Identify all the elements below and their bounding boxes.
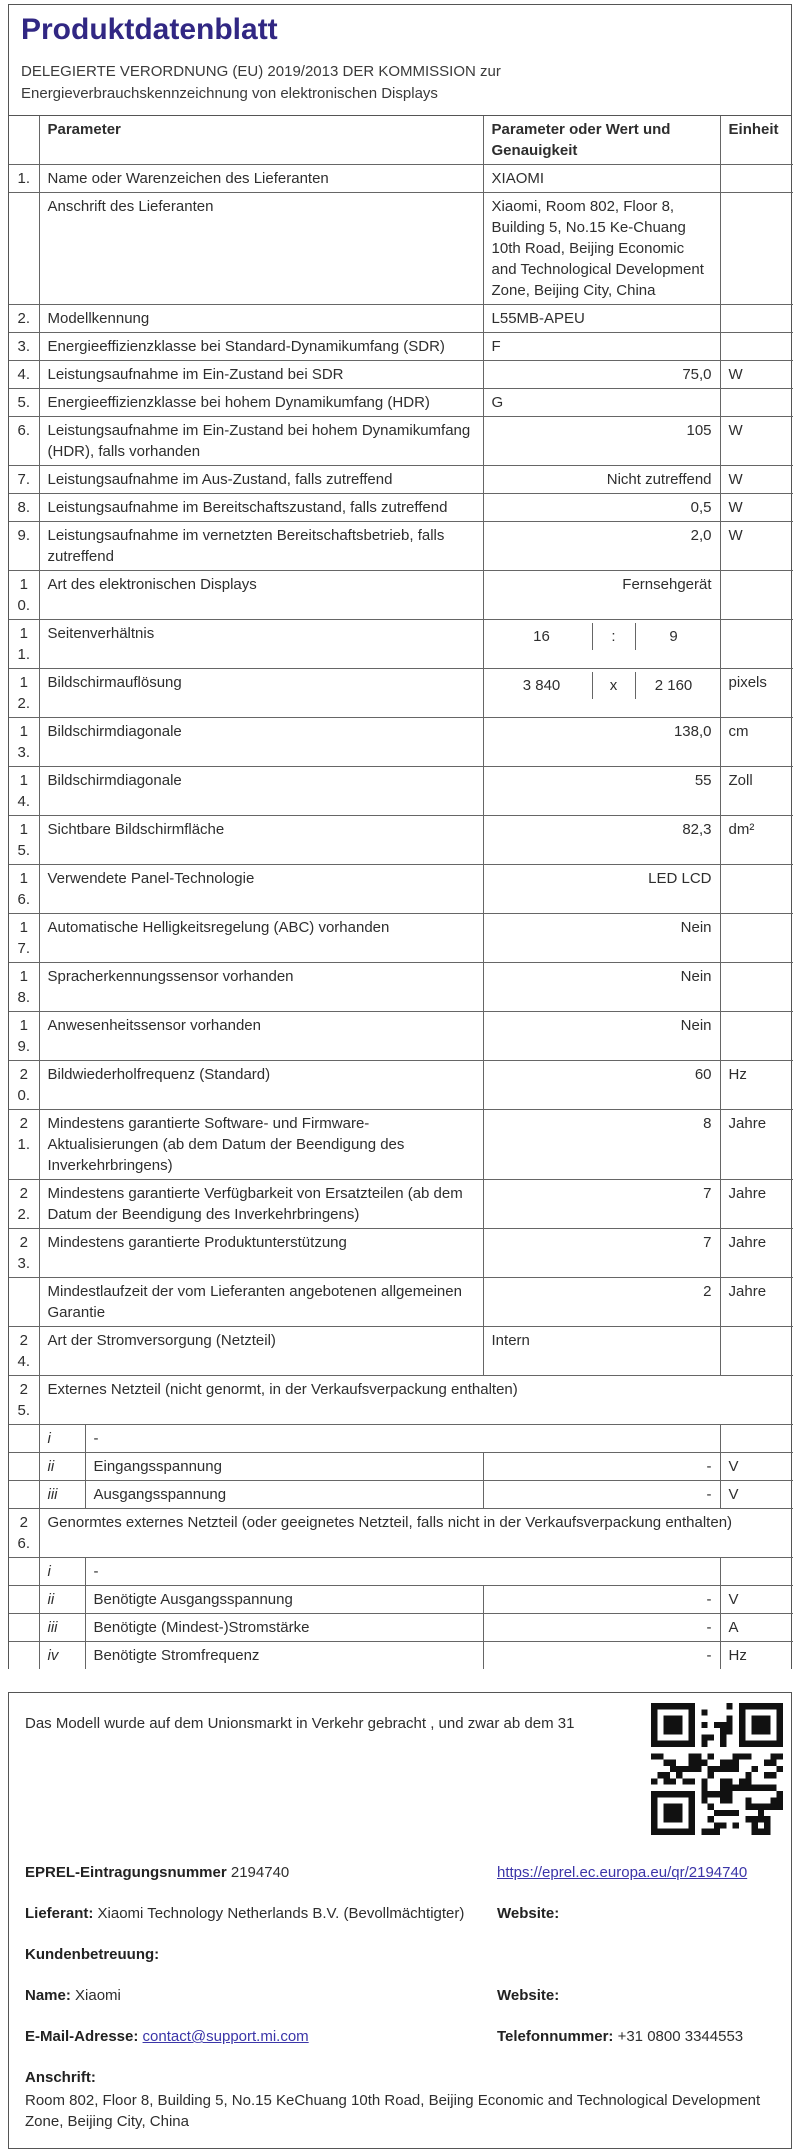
row-number: 22. [9,1180,39,1229]
parameter-value: 82,3 [483,816,720,865]
parameter-value: 2 [483,1278,720,1327]
unit-label [720,914,793,963]
website-label-2: Website: [497,1987,560,2004]
phone-value: +31 0800 3344553 [617,2028,744,2045]
table-row [9,1509,793,1558]
parameter-value: - [85,1425,720,1453]
sub-row-number: ii [39,1453,85,1481]
table-row [9,389,793,417]
parameter-value: Xiaomi, Room 802, Floor 8, Building 5, No.15 Ke-Chuang 10th Road, Beijing Economic and Technological Development Zone, Beijing City, China [483,193,720,305]
parameter-value: - [85,1558,720,1586]
parameter-label: Bildschirmdiagonale [39,767,483,816]
sub-row-number: iii [39,1481,85,1509]
parameter-label: Bildschirmdiagonale [39,718,483,767]
parameter-value: G [483,389,720,417]
unit-label [720,165,793,193]
parameter-label: Name oder Warenzeichen des Lieferanten [39,165,483,193]
customer-care-label: Kundenbetreuung: [25,1946,160,1963]
row-number [9,1425,39,1453]
parameter-value: Nein [483,1012,720,1061]
row-number: 7. [9,466,39,494]
parameter-label: Mindestens garantierte Produktunterstützung [39,1229,483,1278]
table-row [9,1278,793,1327]
row-number: 17. [9,914,39,963]
parameter-value: Intern [483,1327,720,1376]
table-row [9,620,793,669]
sub-row-number: iii [39,1614,85,1642]
table-row [9,1586,793,1614]
unit-label: V [720,1586,793,1614]
table-row [9,1012,793,1061]
unit-label: Hz [720,1642,793,1670]
header-value: Parameter oder Wert und Genauigkeit [483,116,720,165]
triple-part: : [592,623,636,650]
row-number: 2. [9,305,39,333]
regulation-line-2: Energieverbrauchskennzeichnung von elektronischen Displays [21,85,438,102]
row-number [9,1453,39,1481]
email-label: E-Mail-Adresse: [25,2028,139,2045]
header-number-cell [9,116,39,165]
email-row [25,2026,775,2047]
parameter-label: Leistungsaufnahme im Aus-Zustand, falls zutreffend [39,466,483,494]
sub-row-number: i [39,1558,85,1586]
website-cell-2 [497,1985,775,2006]
parameter-label: Art des elektronischen Displays [39,571,483,620]
parameter-value: L55MB-APEU [483,305,720,333]
parameter-value: 2,0 [483,522,720,571]
name-row [25,1985,775,2006]
table-row [9,571,793,620]
parameter-label: Automatische Helligkeitsregelung (ABC) vorhanden [39,914,483,963]
unit-label [720,571,793,620]
parameter-value: XIAOMI [483,165,720,193]
unit-label [720,1327,793,1376]
parameter-label: Mindestlaufzeit der vom Lieferanten angebotenen allgemeinen Garantie [39,1278,483,1327]
table-row [9,1558,793,1586]
row-number [9,1642,39,1670]
unit-label [720,193,793,305]
row-number: 13. [9,718,39,767]
unit-label [720,389,793,417]
parameter-value-triple [483,669,720,718]
parameter-label: Art der Stromversorgung (Netzteil) [39,1327,483,1376]
section-label: Genormtes externes Netzteil (oder geeignetes Netzteil, falls nicht in der Verkaufsverpackung enthalten) [39,1509,793,1558]
parameter-value: 55 [483,767,720,816]
row-number: 14. [9,767,39,816]
row-number: 1. [9,165,39,193]
row-number [9,1278,39,1327]
row-number: 16. [9,865,39,914]
table-row [9,305,793,333]
unit-label: Zoll [720,767,793,816]
parameter-label: Leistungsaufnahme im Ein-Zustand bei SDR [39,361,483,389]
table-row [9,1453,793,1481]
website-label-1: Website: [497,1905,560,1922]
parameter-value: 105 [483,417,720,466]
table-row [9,718,793,767]
section-gap [8,1669,792,1692]
email-entry [25,2026,497,2047]
title-block [9,5,791,115]
table-row [9,165,793,193]
parameter-value: 8 [483,1110,720,1180]
parameter-value: 0,5 [483,494,720,522]
table-row [9,494,793,522]
table-row [9,417,793,466]
parameter-label: Energieeffizienzklasse bei hohem Dynamikumfang (HDR) [39,389,483,417]
parameter-value: - [483,1642,720,1670]
row-number: 24. [9,1327,39,1376]
row-number: 21. [9,1110,39,1180]
unit-label [720,963,793,1012]
parameter-value: Fernsehgerät [483,571,720,620]
parameter-value: Nicht zutreffend [483,466,720,494]
phone-label: Telefonnummer: [497,2028,614,2045]
table-row [9,361,793,389]
parameter-value: F [483,333,720,361]
row-number: 15. [9,816,39,865]
table-row [9,522,793,571]
table-row [9,1642,793,1670]
parameter-value: Nein [483,914,720,963]
name-label: Name: [25,1987,71,2004]
parameter-value: - [483,1453,720,1481]
unit-label: Jahre [720,1278,793,1327]
table-row [9,963,793,1012]
name-entry [25,1985,497,2006]
row-number: 11. [9,620,39,669]
unit-label: cm [720,718,793,767]
supplier-label: Lieferant: [25,1905,94,1922]
section-label: Externes Netzteil (nicht genormt, in der Verkaufsverpackung enthalten) [39,1376,793,1425]
row-number: 9. [9,522,39,571]
table-row [9,1481,793,1509]
parameter-label: Seitenverhältnis [39,620,483,669]
row-number: 20. [9,1061,39,1110]
table-row [9,1180,793,1229]
email-link[interactable]: contact@support.mi.com [142,2028,309,2045]
table-row [9,1229,793,1278]
regulation-subtitle [21,61,779,105]
parameter-label: Energieeffizienzklasse bei Standard-Dynamikumfang (SDR) [39,333,483,361]
customer-care-row [25,1944,775,1965]
parameter-value: 60 [483,1061,720,1110]
header-unit: Einheit [720,116,793,165]
table-row [9,1376,793,1425]
header-parameter: Parameter [39,116,483,165]
parameter-value: - [483,1481,720,1509]
unit-label: W [720,361,793,389]
row-number: 25. [9,1376,39,1425]
table-row [9,865,793,914]
row-number: 8. [9,494,39,522]
table-row [9,669,793,718]
eprel-label: EPREL-Eintragungsnummer [25,1864,227,1881]
table-row [9,1425,793,1453]
row-number [9,1586,39,1614]
unit-label: Hz [720,1061,793,1110]
address-value: Room 802, Floor 8, Building 5, No.15 KeChuang 10th Road, Beijing Economic and Technological Development Zone, Beijing City, China [25,2092,761,2130]
unit-label [720,333,793,361]
row-number: 10. [9,571,39,620]
parameter-label: Benötigte (Mindest-)Stromstärke [85,1614,483,1642]
unit-label: pixels [720,669,793,718]
parameter-value: Nein [483,963,720,1012]
parameter-value-triple [483,620,720,669]
parameter-table-wrap [9,115,791,1669]
table-row [9,466,793,494]
parameter-label: Anschrift des Lieferanten [39,193,483,305]
sub-row-number: ii [39,1586,85,1614]
address-label: Anschrift: [25,2069,96,2086]
supplier-entry [25,1903,497,1924]
supplier-row [25,1903,775,1924]
regulation-line-1: DELEGIERTE VERORDNUNG (EU) 2019/2013 DER KOMMISSION zur [21,63,501,80]
table-header-row [9,116,793,165]
unit-label [720,305,793,333]
supplier-value: Xiaomi Technology Netherlands B.V. (Bevollmächtigter) [97,1905,465,1922]
row-number [9,1558,39,1586]
triple-part: x [592,672,636,699]
row-number: 19. [9,1012,39,1061]
row-number: 6. [9,417,39,466]
unit-label: W [720,466,793,494]
parameter-value: - [483,1614,720,1642]
triple-part: 9 [669,628,678,645]
unit-label: V [720,1481,793,1509]
row-number: 3. [9,333,39,361]
parameter-label: Benötigte Ausgangsspannung [85,1586,483,1614]
table-row [9,816,793,865]
parameter-label: Leistungsaufnahme im Bereitschaftszustand, falls zutreffend [39,494,483,522]
market-statement: Das Modell wurde auf dem Unionsmarkt in Verkehr gebracht , und zwar ab dem 31 [25,1715,575,1732]
parameter-value: 75,0 [483,361,720,389]
parameter-label: Leistungsaufnahme im Ein-Zustand bei hohem Dynamikumfang (HDR), falls vorhanden [39,417,483,466]
table-row [9,1327,793,1376]
unit-label: W [720,494,793,522]
table-row [9,1614,793,1642]
unit-label: Jahre [720,1180,793,1229]
eprel-link-cell [497,1862,775,1883]
parameter-label: Anwesenheitssensor vorhanden [39,1012,483,1061]
table-row [9,914,793,963]
page-title: Produktdatenblatt [21,13,278,46]
unit-label [720,620,793,669]
parameter-label: Modellkennung [39,305,483,333]
parameter-value: 7 [483,1229,720,1278]
triple-part: 3 840 [522,677,561,694]
unit-label: W [720,417,793,466]
table-row [9,1110,793,1180]
parameter-label: Eingangsspannung [85,1453,483,1481]
table-row [9,333,793,361]
unit-label: dm² [720,816,793,865]
parameter-value: 138,0 [483,718,720,767]
unit-label: Jahre [720,1110,793,1180]
website-cell-1 [497,1903,775,1924]
unit-label [720,1558,793,1586]
parameter-label: Benötigte Stromfrequenz [85,1642,483,1670]
parameter-value: - [483,1586,720,1614]
parameter-label: Mindestens garantierte Verfügbarkeit von Ersatzteilen (ab dem Datum der Beendigung des Inverkehrbringens) [39,1180,483,1229]
eprel-entry [25,1862,497,1883]
parameter-label: Leistungsaufnahme im vernetzten Bereitschaftsbetrieb, falls zutreffend [39,522,483,571]
row-number [9,1614,39,1642]
row-number: 12. [9,669,39,718]
eprel-number: 2194740 [230,1864,290,1881]
unit-label: W [720,522,793,571]
unit-label: V [720,1453,793,1481]
table-body [9,165,793,1670]
parameter-label: Sichtbare Bildschirmfläche [39,816,483,865]
address-row [25,2067,775,2132]
triple-part: 2 160 [654,677,693,694]
sub-row-number: iv [39,1642,85,1670]
footer-box [8,1692,792,2149]
table-row [9,193,793,305]
parameter-label: Verwendete Panel-Technologie [39,865,483,914]
sub-row-number: i [39,1425,85,1453]
parameter-label: Bildwiederholfrequenz (Standard) [39,1061,483,1110]
parameter-label: Spracherkennungssensor vorhanden [39,963,483,1012]
parameter-table [9,116,793,1669]
unit-label [720,1425,793,1453]
row-number: 5. [9,389,39,417]
unit-label: A [720,1614,793,1642]
parameter-label: Bildschirmauflösung [39,669,483,718]
parameter-label: Mindestens garantierte Software- und Firmware-Aktualisierungen (ab dem Datum der Beendigung des Inverkehrbringens) [39,1110,483,1180]
product-datasheet-page [8,0,792,2149]
row-number: 18. [9,963,39,1012]
row-number: 26. [9,1509,39,1558]
row-number: 4. [9,361,39,389]
eprel-link[interactable]: https://eprel.ec.europa.eu/qr/2194740 [497,1864,748,1881]
row-number [9,1481,39,1509]
parameter-label: Ausgangsspannung [85,1481,483,1509]
qr-code-icon [651,1703,783,1835]
name-value: Xiaomi [75,1987,121,2004]
triple-part: 16 [533,628,550,645]
eprel-row [25,1862,775,1883]
table-row [9,1061,793,1110]
table-row [9,767,793,816]
row-number: 23. [9,1229,39,1278]
phone-entry [497,2026,775,2047]
datasheet-box [8,4,792,1669]
unit-label [720,865,793,914]
parameter-value: 7 [483,1180,720,1229]
unit-label [720,1012,793,1061]
parameter-value: LED LCD [483,865,720,914]
unit-label: Jahre [720,1229,793,1278]
row-number [9,193,39,305]
